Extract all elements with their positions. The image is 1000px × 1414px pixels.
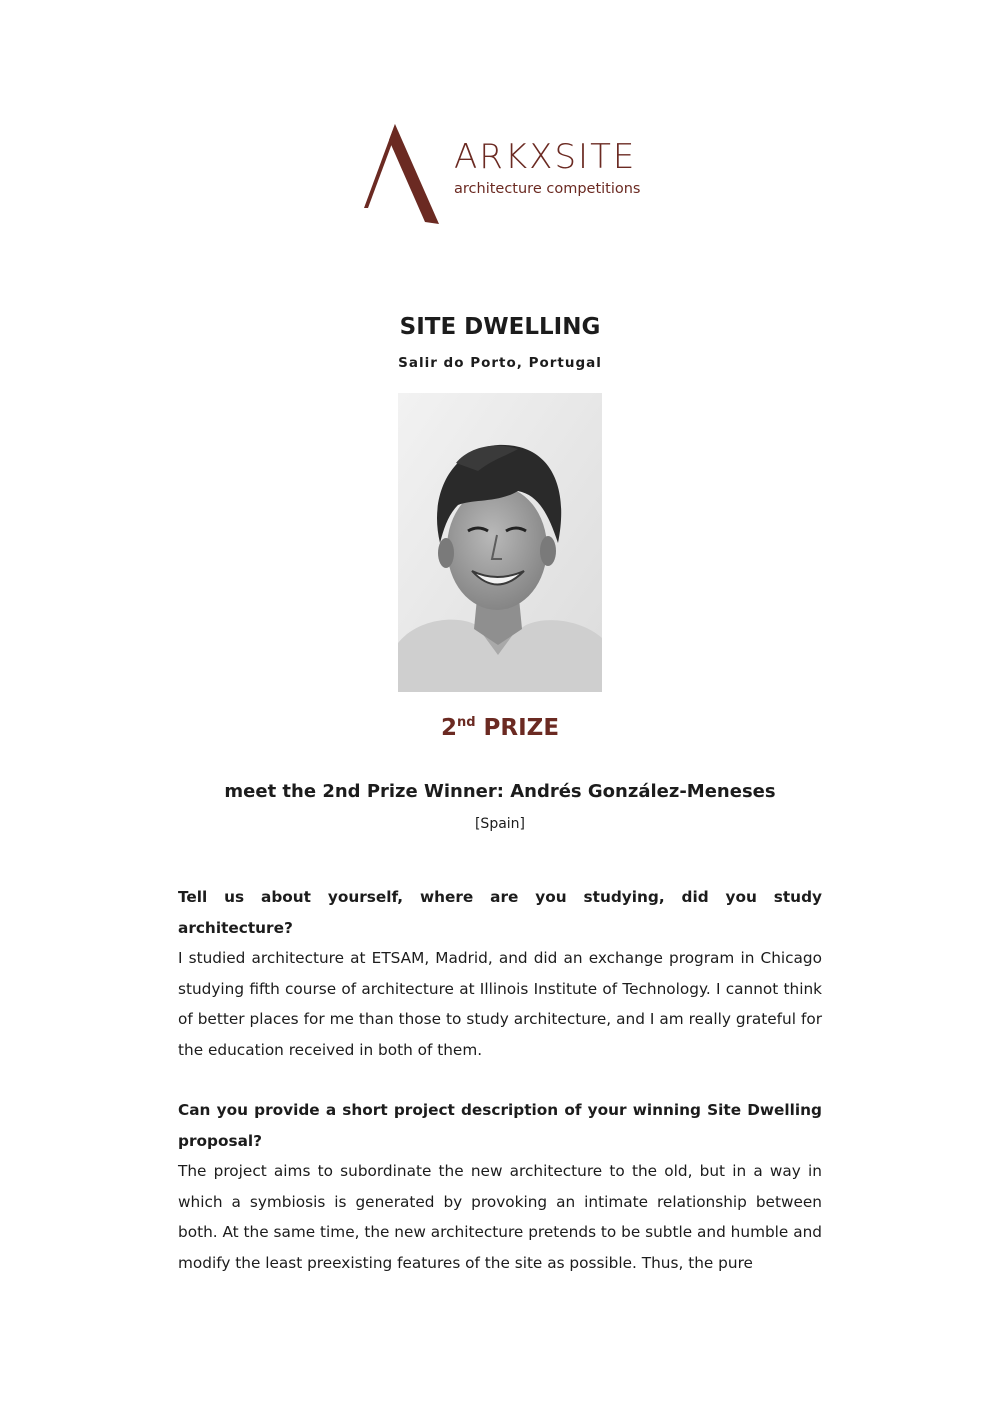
logo-tagline: architecture competitions	[454, 181, 641, 197]
winner-portrait	[398, 393, 602, 692]
logo-brand: ARKXSITE	[454, 137, 637, 177]
prize-rank: 2	[440, 715, 457, 741]
prize-suffix: nd	[456, 715, 476, 730]
interview-body	[178, 882, 822, 1308]
winner-heading: meet the 2nd Prize Winner: Andrés González-Meneses	[224, 781, 776, 802]
page-title: SITE DWELLING	[399, 314, 601, 340]
question-1: Tell us about yourself, where are you studying, did you study architecture?	[178, 888, 822, 937]
location-subtitle: Salir do Porto, Portugal	[398, 355, 602, 371]
answer-2: The project aims to subordinate the new architecture to the old, but in a way in which a symbiosis is generated by provoking an intimate relationship between both. At the same time, the new architecture pretends to be subtle and humble and modify the least preexisting features of the site as possible. Thus, the pure	[178, 1162, 822, 1272]
portrait-image	[398, 393, 602, 692]
logo-mark-icon	[358, 122, 448, 226]
prize-label: PRIZE	[483, 715, 560, 741]
prize-heading	[0, 715, 1000, 741]
winner-country: [Spain]	[474, 816, 526, 832]
answer-1: I studied architecture at ETSAM, Madrid, and did an exchange program in Chicago studying fifth course of architecture at Illinois Institute of Technology. I cannot think of better places for me than those to study architecture, and I am really grateful for the education received in both of them.	[178, 949, 822, 1059]
arkxsite-logo	[358, 122, 648, 226]
question-2: Can you provide a short project description of your winning Site Dwelling proposal?	[178, 1101, 822, 1150]
